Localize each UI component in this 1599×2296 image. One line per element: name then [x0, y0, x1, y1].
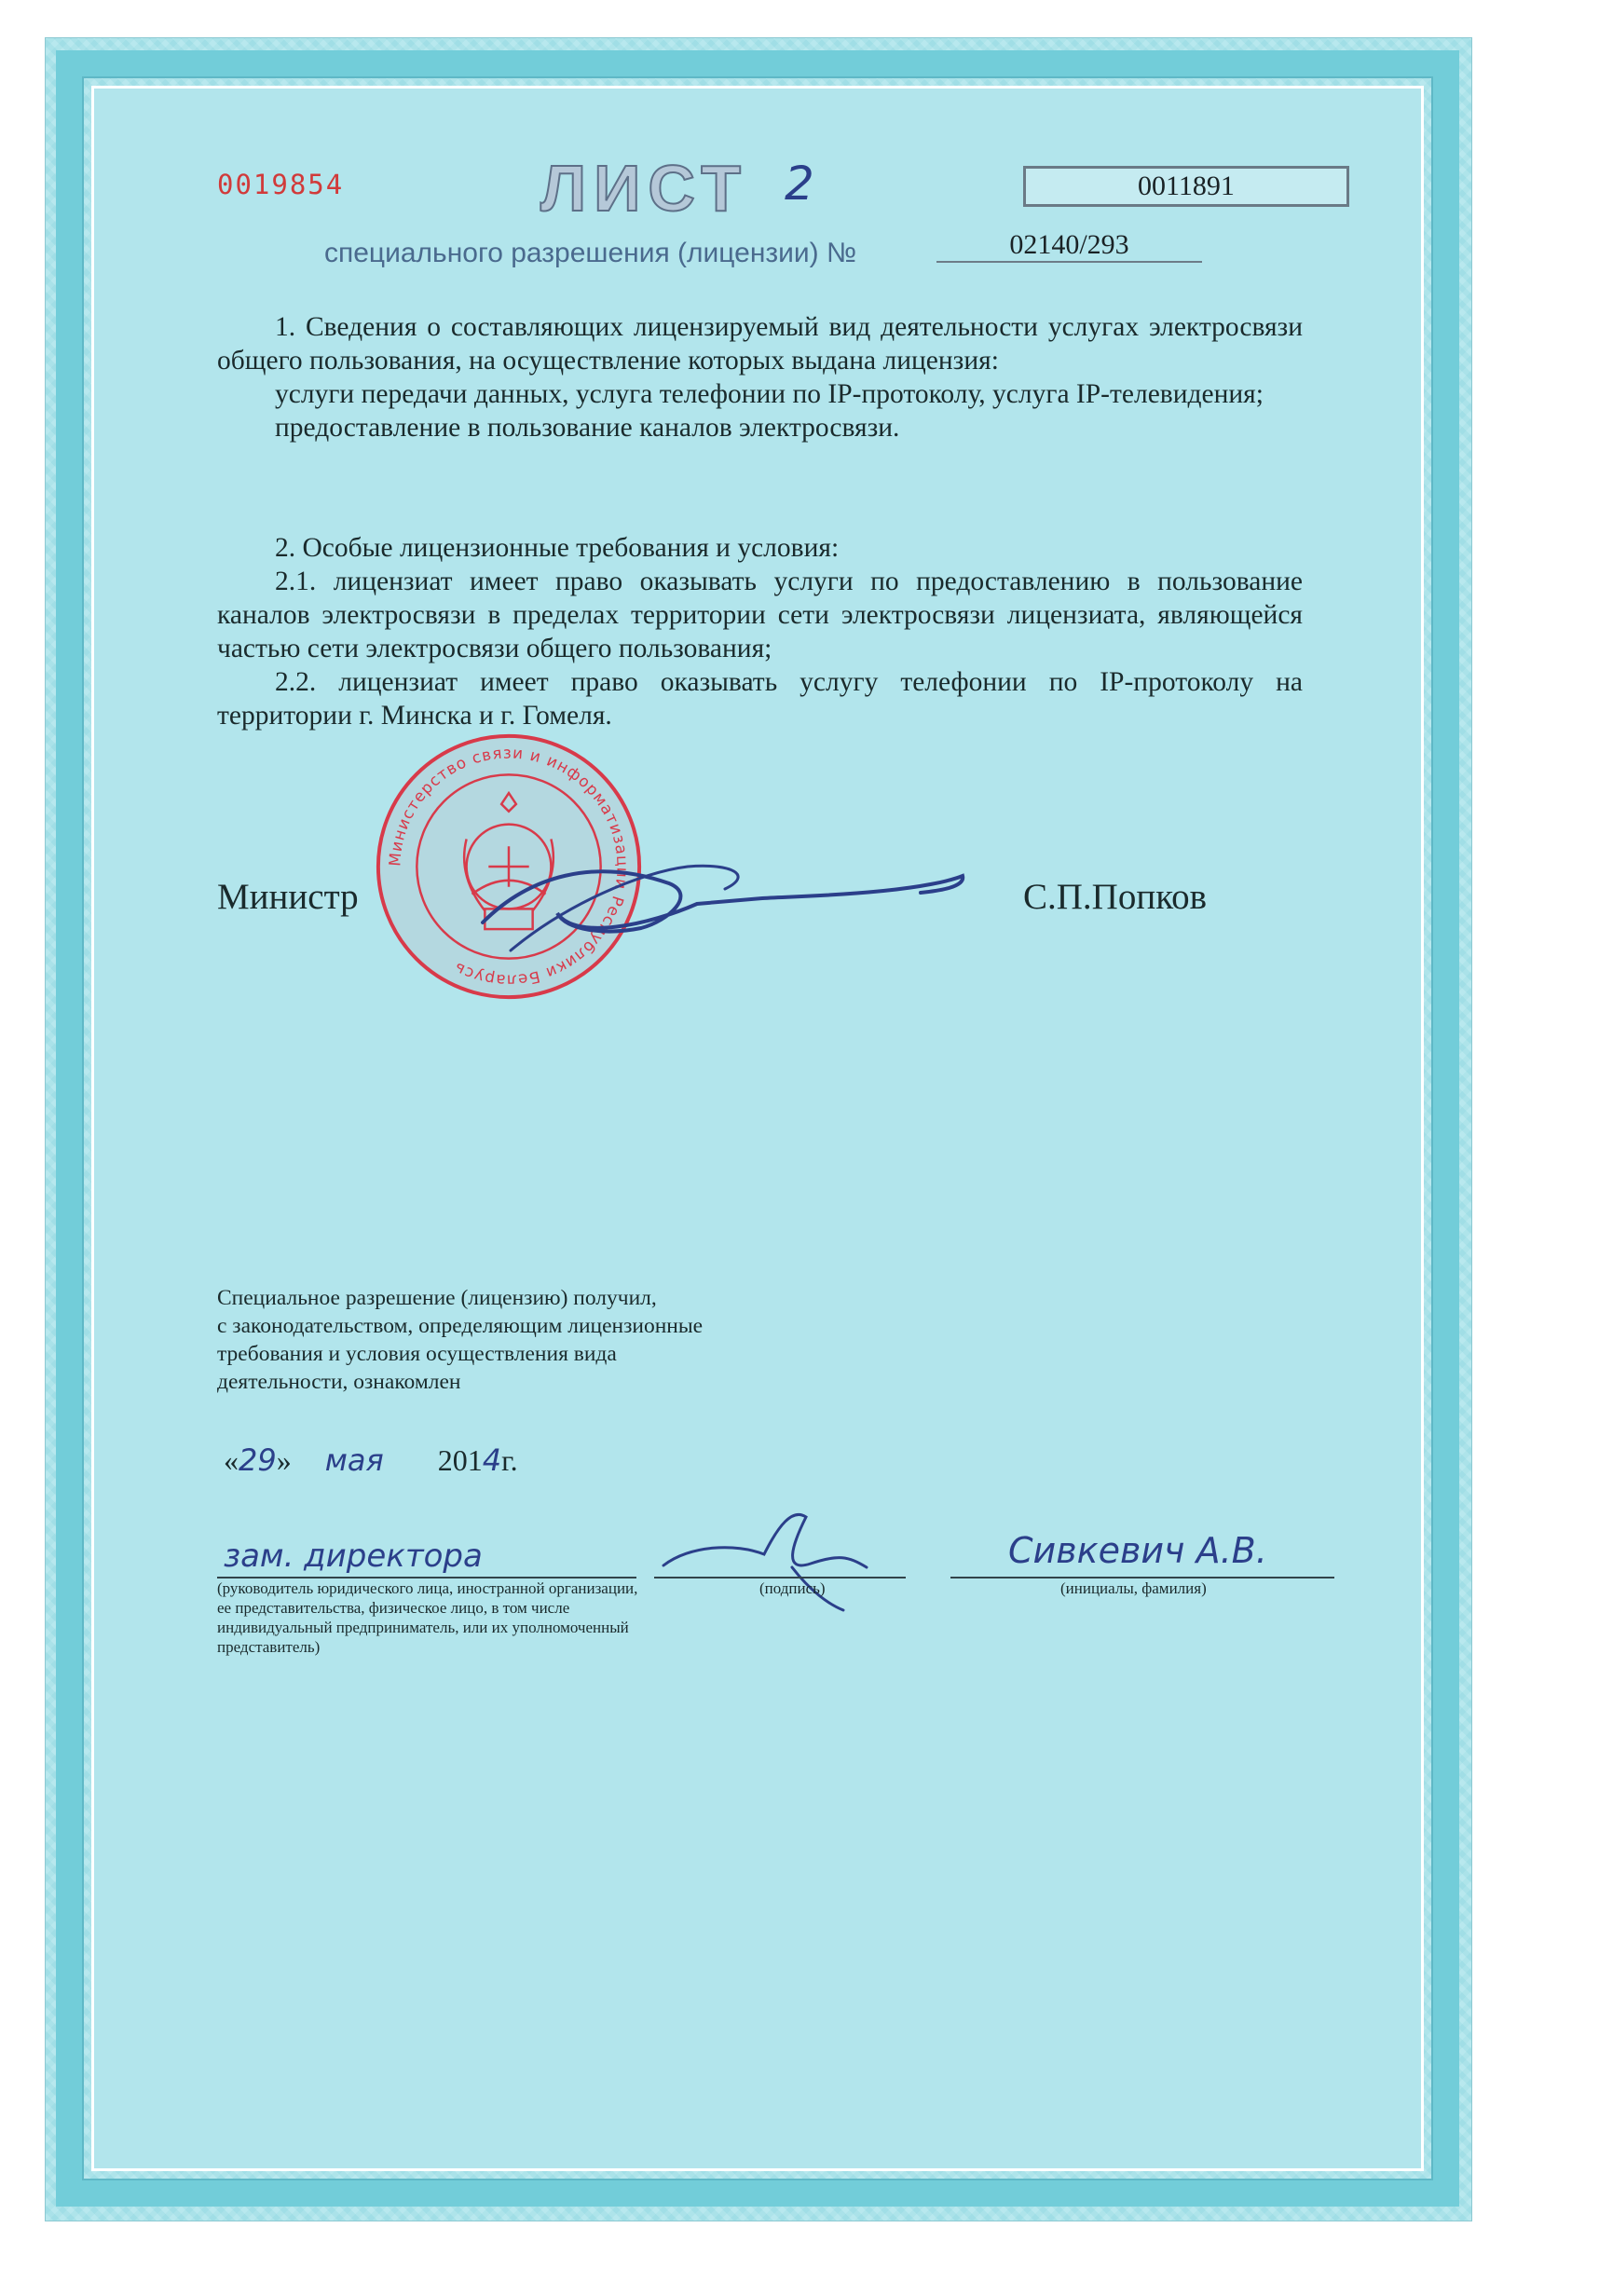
- seal-text: Министерство связи и информатизации Республики Беларусь: [385, 743, 633, 991]
- section-1: [217, 310, 1303, 444]
- receipt-date: «29» мая 2014г.: [224, 1442, 518, 1478]
- section-2-heading: 2. Особые лицензионные требования и условия:: [275, 533, 840, 563]
- section-1-item-1: услуги передачи данных, услуга телефонии по IP-протоколу, услуга IP-телевидения;: [275, 379, 1264, 409]
- date-year-suffix: 4: [482, 1442, 502, 1478]
- receipt-line-2: с законодательством, определяющим лицензионные: [217, 1314, 704, 1338]
- date-year-prefix: 201: [437, 1443, 483, 1477]
- name-caption: (инициалы, фамилия): [1060, 1579, 1207, 1597]
- sheet-title: ЛИСТ: [540, 152, 748, 225]
- sheet-number: 2: [785, 157, 814, 211]
- signature-caption: (подпись): [759, 1579, 826, 1597]
- serial-number: 0019854: [217, 169, 345, 200]
- receipt-line-3: требования и условия осуществления вида: [217, 1342, 617, 1366]
- section-2-item-2: 2.2. лицензиат имеет право оказывать услугу телефонии по IP-протоколу на территории г. Минска и г. Гомеля.: [217, 667, 1303, 731]
- minister-name: С.П.Попков: [1023, 877, 1208, 917]
- form-number-box: 0011891: [1023, 166, 1349, 207]
- date-month: мая: [324, 1442, 384, 1478]
- date-day: 29: [239, 1442, 277, 1478]
- receipt-statement: [217, 1284, 888, 1396]
- recipient-signature: [652, 1489, 895, 1620]
- receipt-line-4: деятельности, ознакомлен: [217, 1370, 461, 1394]
- receipt-line-1: Специальное разрешение (лицензию) получил,: [217, 1286, 657, 1310]
- section-2-item-1: 2.1. лицензиат имеет право оказывать услуги по предоставлению в пользование каналов электросвязи в пределах территории сети электросвязи лицензиата, являющейся частью сети электросвязи общего пользования;: [217, 567, 1303, 663]
- recipient-name-handwritten: Сивкевич А.В.: [1008, 1530, 1267, 1571]
- document-subtitle: специального разрешения (лицензии) №: [324, 238, 857, 268]
- section-1-item-2: предоставление в пользование каналов электросвязи.: [275, 413, 900, 443]
- section-2: [217, 531, 1303, 732]
- position-caption: (руководитель юридического лица, иностранной организации, ее представительства, физическое лицо, в том числе индивидуальный предприниматель, или их уполномоченный представитель): [217, 1579, 638, 1656]
- minister-signature: [455, 839, 977, 969]
- minister-position: Министр: [217, 877, 359, 917]
- recipient-position-handwritten: зам. директора: [224, 1538, 483, 1575]
- section-1-heading: 1. Сведения о составляющих лицензируемый вид деятельности услугах электросвязи общего пользования, на осуществление которых выдана лицензия:: [217, 312, 1303, 376]
- license-number: 02140/293: [936, 229, 1202, 263]
